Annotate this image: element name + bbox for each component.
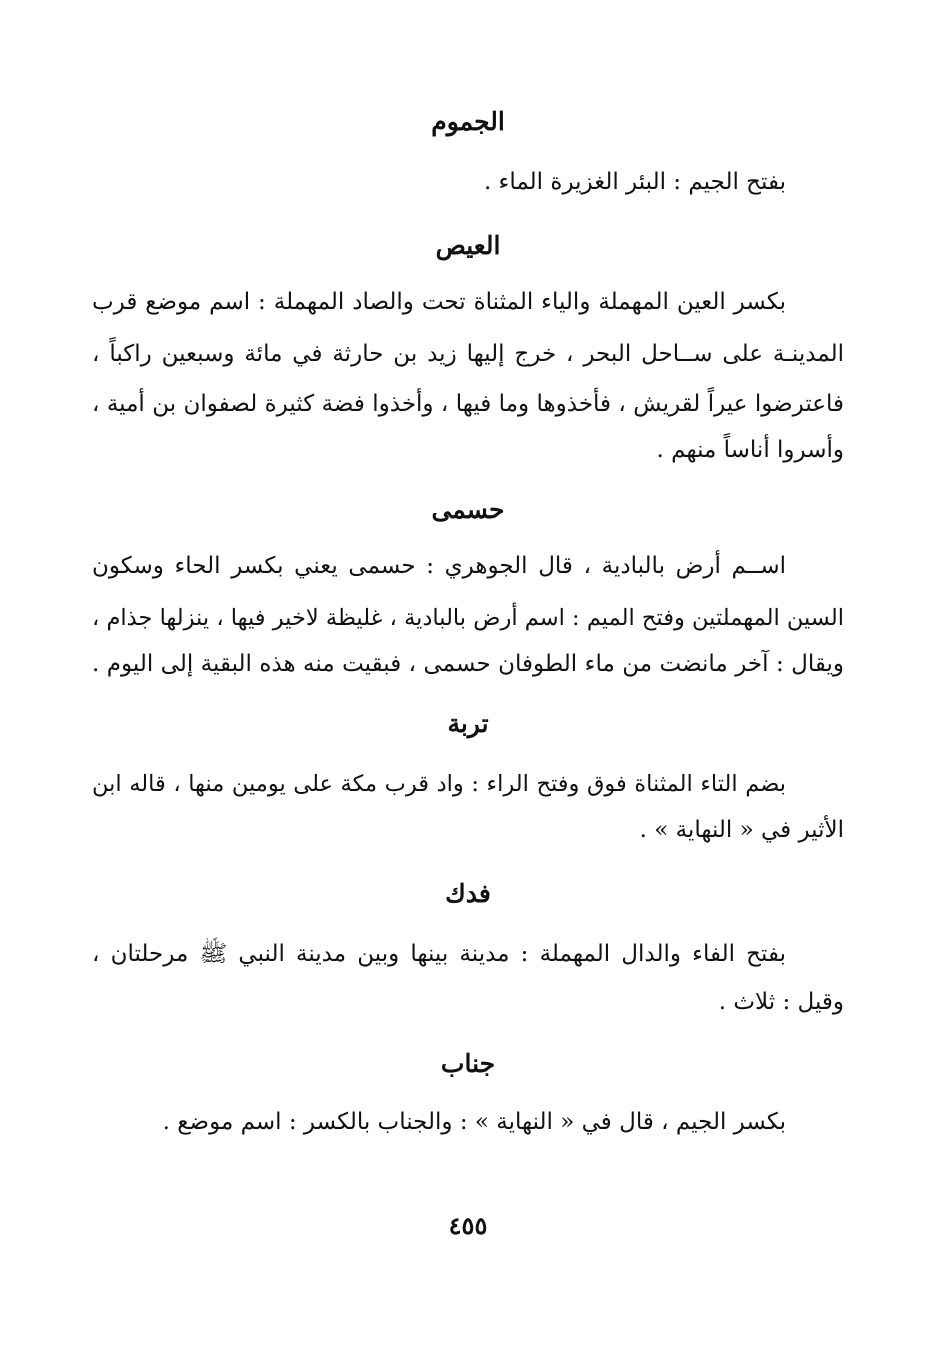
entry-line: المدينـة على ســاحل البحر ، خرج إليها زيد بن حارثة في مائة وسبعين راكباً ،	[92, 341, 844, 367]
entry-heading-fadak: فدك	[445, 879, 491, 908]
entry-line: وقيل : ثلاث .	[718, 989, 844, 1015]
entry-line: بكسر العين المهملة والياء المثناة تحت والصاد المهملة : اسم موضع قرب	[92, 289, 786, 315]
entry-heading-turba: تربة	[447, 709, 489, 738]
entry-heading-hisma: حسمى	[431, 495, 505, 524]
entry-heading-ays: العيص	[435, 231, 501, 260]
entry-line: وأسروا أناساً منهم .	[656, 437, 844, 463]
entry-line: بضم التاء المثناة فوق وفتح الراء : واد قرب مكة على يومين منها ، قاله ابن	[92, 771, 786, 797]
page-number: ٤٥٥	[448, 1211, 488, 1240]
entry-line: السين المهملتين وفتح الميم : اسم أرض بالبادية ، غليظة لاخير فيها ، ينزلها جذام ،	[92, 605, 844, 631]
entry-line: الأثير في « النهاية » .	[639, 817, 844, 843]
entry-heading-jumum: الجموم	[431, 107, 505, 136]
entry-line: بفتح الفاء والدال المهملة : مدينة بينها وبين مدينة النبي ﷺ مرحلتان ،	[92, 941, 786, 967]
entry-heading-janab: جناب	[440, 1049, 496, 1078]
book-page	[92, 0, 844, 1357]
entry-line: بكسر الجيم ، قال في « النهاية » : والجناب بالكسر : اسم موضع .	[162, 1109, 786, 1135]
entry-line: ويقال : آخر مانضت من ماء الطوفان حسمى ، فبقيت منه هذه البقية إلى اليوم .	[92, 651, 844, 677]
entry-line: فاعترضوا عيراً لقريش ، فأخذوها وما فيها ، وأخذوا فضة كثيرة لصفوان بن أمية ،	[92, 391, 844, 417]
entry-line: بفتح الجيم : البئر الغزيرة الماء .	[483, 169, 786, 195]
entry-line: اســم أرض بالبادية ، قال الجوهري : حسمى يعني بكسر الحاء وسكون	[92, 553, 786, 579]
